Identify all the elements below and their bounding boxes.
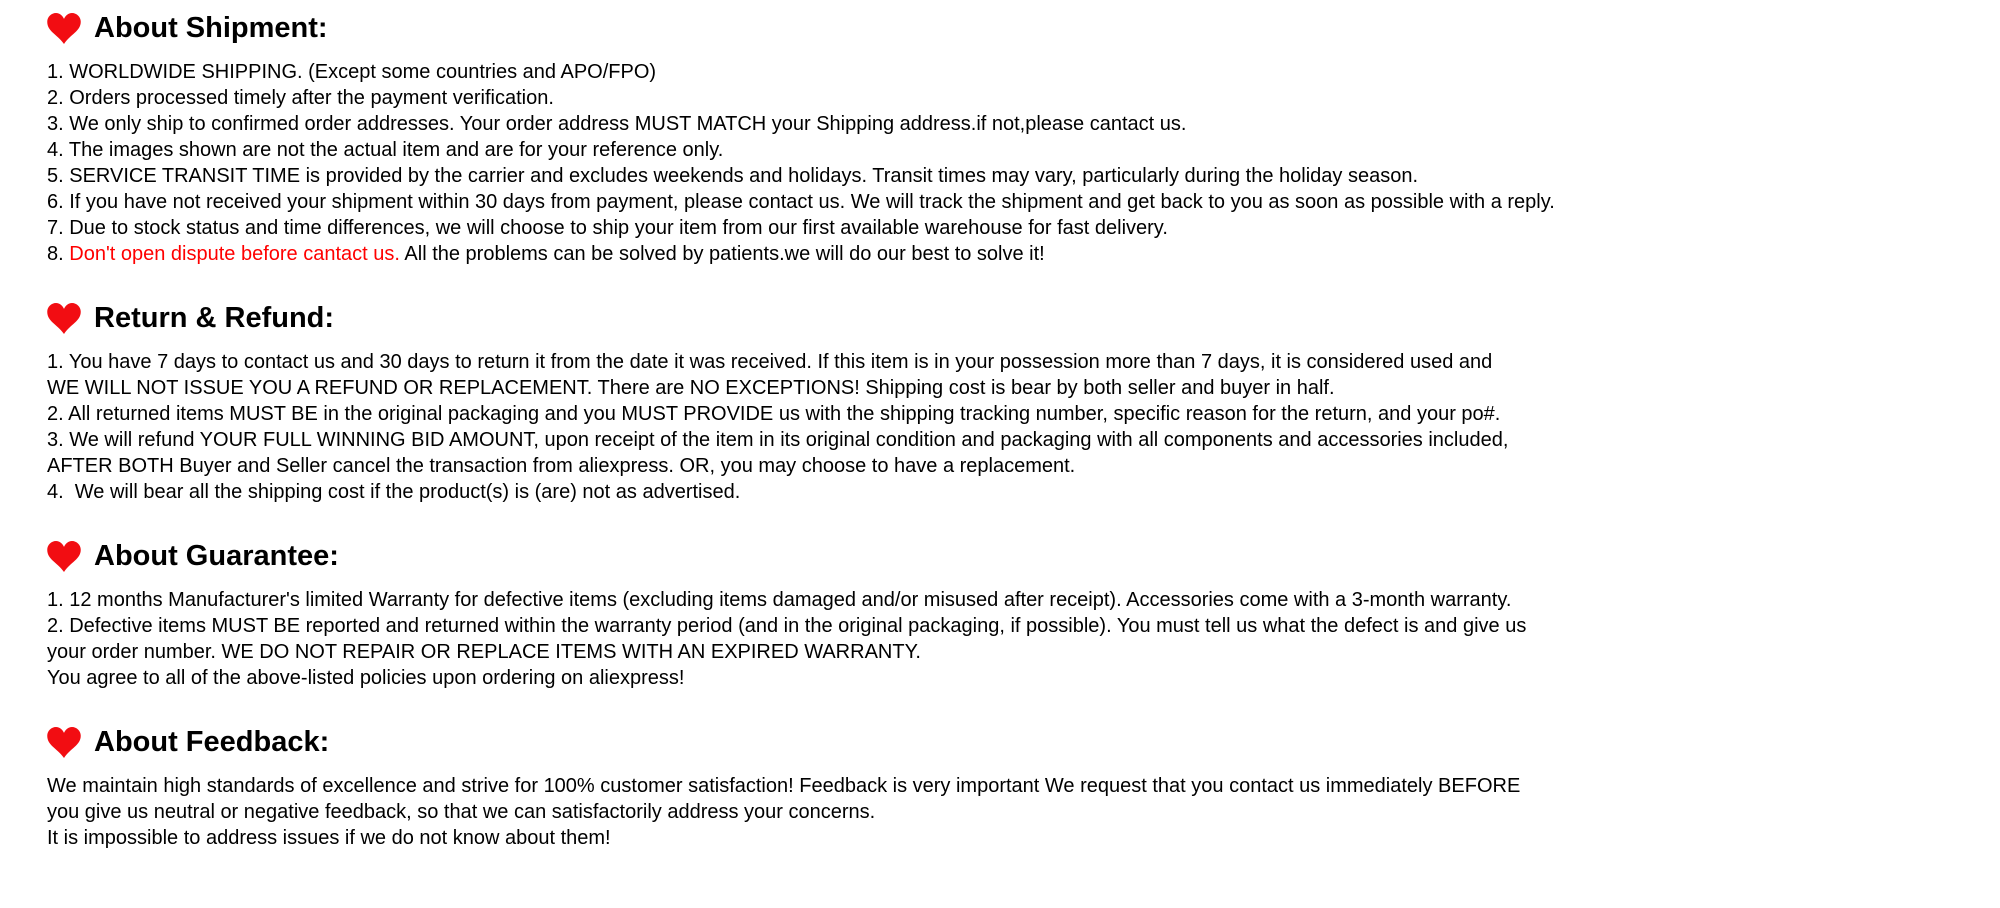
section-heading-about-feedback xyxy=(47,724,2000,760)
section-heading-about-guarantee xyxy=(47,538,2000,574)
dispute-warning-text: Don't open dispute before cantact us. xyxy=(69,243,400,265)
section-heading-label: About Guarantee: xyxy=(94,540,339,572)
policy-line: AFTER BOTH Buyer and Seller cancel the transaction from aliexpress. OR, you may choose to have a replacement. xyxy=(47,455,1076,477)
policy-line: 4. We will bear all the shipping cost if the product(s) is (are) not as advertised. xyxy=(47,481,741,503)
section-about-shipment xyxy=(47,10,2000,267)
heart-icon xyxy=(47,541,81,572)
policy-line: 1. You have 7 days to contact us and 30 days to return it from the date it was received. If this item is in your possession more than 7 days, it is considered used and xyxy=(47,351,1493,373)
section-heading-label: Return & Refund: xyxy=(94,302,335,334)
policy-line: 4. The images shown are not the actual item and are for your reference only. xyxy=(47,139,724,161)
policy-line: you give us neutral or negative feedback, so that we can satisfactorily address your concerns. xyxy=(47,801,876,823)
section-heading-label: About Shipment: xyxy=(94,12,328,44)
policy-line: your order number. WE DO NOT REPAIR OR REPLACE ITEMS WITH AN EXPIRED WARRANTY. xyxy=(47,641,921,663)
dispute-line-rest: All the problems can be solved by patients.we will do our best to solve it! xyxy=(399,243,1045,265)
policy-line: We maintain high standards of excellence and strive for 100% customer satisfaction! Feedback is very important We request that you contact us immediately BEFORE xyxy=(47,775,1521,797)
policy-line: 7. Due to stock status and time differences, we will choose to ship your item from our first available warehouse for fast delivery. xyxy=(47,217,1168,239)
policy-line: 5. SERVICE TRANSIT TIME is provided by the carrier and excludes weekends and holidays. Transit times may vary, particularly during the holiday season. xyxy=(47,165,1419,187)
section-return-refund xyxy=(47,300,2000,505)
policy-line: 6. If you have not received your shipment within 30 days from payment, please contact us. We will track the shipment and get back to you as soon as possible with a reply. xyxy=(47,191,1555,213)
heart-icon xyxy=(47,727,81,758)
heart-icon xyxy=(47,303,81,334)
policy-line: 2. All returned items MUST BE in the original packaging and you MUST PROVIDE us with the shipping tracking number, specific reason for the return, and your po#. xyxy=(47,403,1501,425)
section-heading-about-shipment xyxy=(47,10,2000,46)
policy-line: WE WILL NOT ISSUE YOU A REFUND OR REPLACEMENT. There are NO EXCEPTIONS! Shipping cost is bear by both seller and buyer in half. xyxy=(47,377,1335,399)
policy-line: 3. We will refund YOUR FULL WINNING BID AMOUNT, upon receipt of the item in its original condition and packaging with all components and accessories included, xyxy=(47,429,1509,451)
policy-line: 1. WORLDWIDE SHIPPING. (Except some countries and APO/FPO) xyxy=(47,61,657,83)
policy-line: 2. Defective items MUST BE reported and returned within the warranty period (and in the original packaging, if possible). You must tell us what the defect is and give us xyxy=(47,615,1527,637)
policy-line: 1. 12 months Manufacturer's limited Warranty for defective items (excluding items damaged and/or misused after receipt). Accessories come with a 3-month warranty. xyxy=(47,589,1512,611)
section-heading-label: About Feedback: xyxy=(94,726,330,758)
dispute-line-number: 8. xyxy=(47,243,70,265)
policy-line-dispute-warning xyxy=(47,241,2000,267)
policy-line: 3. We only ship to confirmed order addresses. Your order address MUST MATCH your Shipping address.if not,please cantact us. xyxy=(47,113,1187,135)
policy-line: 2. Orders processed timely after the payment verification. xyxy=(47,87,554,109)
section-about-feedback xyxy=(47,724,2000,851)
section-heading-return-refund xyxy=(47,300,2000,336)
policy-line: It is impossible to address issues if we do not know about them! xyxy=(47,827,611,849)
heart-icon xyxy=(47,13,81,44)
section-about-guarantee xyxy=(47,538,2000,691)
policy-line: You agree to all of the above-listed policies upon ordering on aliexpress! xyxy=(47,667,685,689)
